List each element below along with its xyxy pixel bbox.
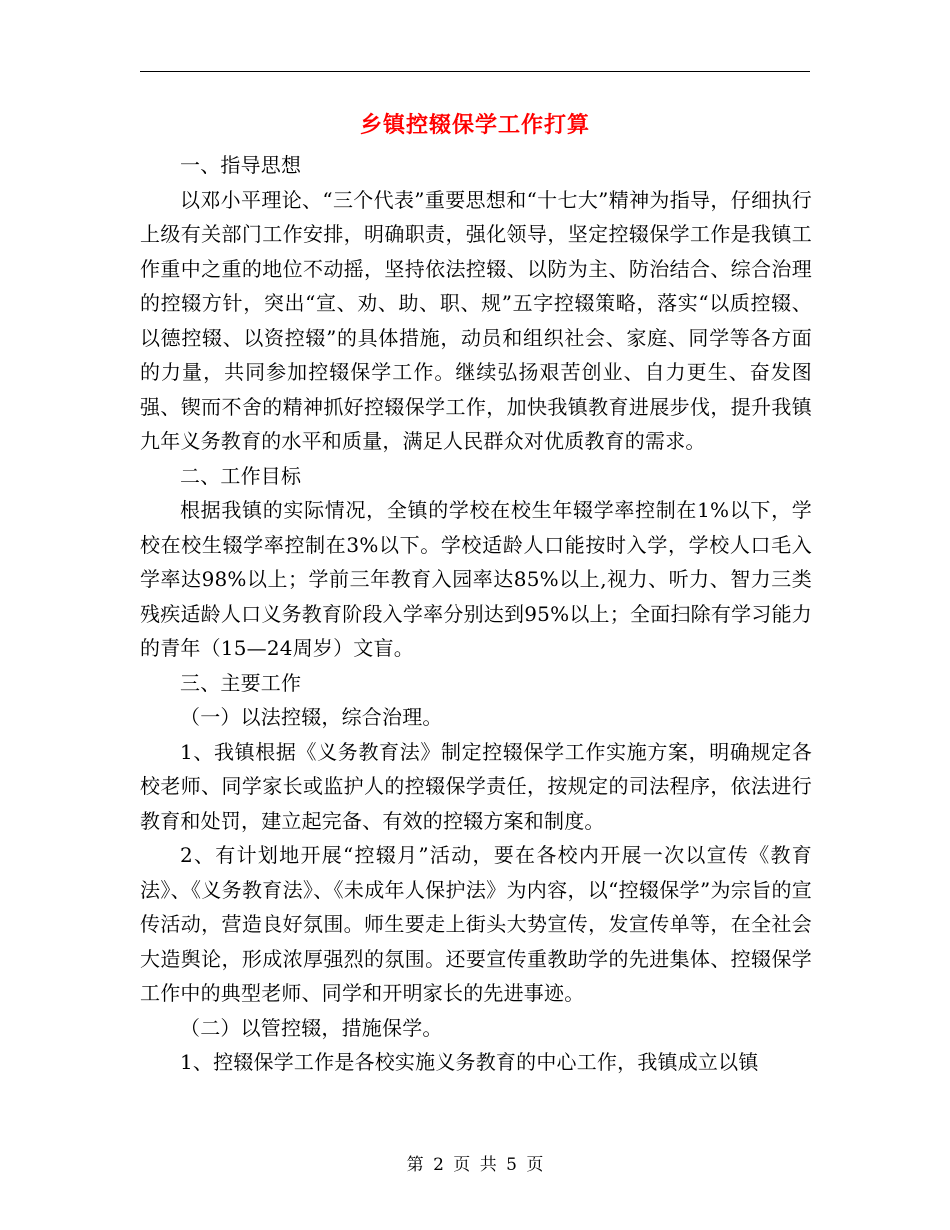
document-title: 乡镇控辍保学工作打算 <box>359 112 590 138</box>
paragraph-guiding-ideology: 以邓小平理论、“三个代表”重要思想和“十七大”精神为指导，仔细执行上级有关部门工作安排，明确职责，强化领导，坚定控辍保学工作是我镇工作重中之重的地位不动摇，坚持依法控辍、以防为主、防治结合、综合治理的控辍方针，突出“宣、劝、助、职、规”五字控辍策略，落实“以质控辍、以德控辍、以资控辍”的具体措施，动员和组织社会、家庭、同学等各方面的力量，共同参加控辍保学工作。继续弘扬艰苦创业、自力更生、奋发图强、锲而不舍的精神抓好控辍保学工作，加快我镇教育进展步伐，提升我镇九年义务教育的水平和质量，满足人民群众对优质教育的需求。 <box>140 187 812 453</box>
section-heading-guiding-ideology: 一、指导思想 <box>180 153 302 177</box>
subsection-heading-management-control: （二）以管控辍，措施保学。 <box>180 1015 443 1040</box>
paragraph-item-1-management: 1、控辍保学工作是各校实施义务教育的中心工作，我镇成立以镇 <box>180 1050 759 1074</box>
page-number-footer: 第 2 页 共 5 页 <box>406 1155 544 1175</box>
section-heading-main-work: 三、主要工作 <box>180 670 302 695</box>
header-rule <box>140 71 810 72</box>
paragraph-work-goals: 根据我镇的实际情况，全镇的学校在校生年辍学率控制在1%以下，学校在校生辍学率控制在3%以下。学校适龄人口能按时入学，学校人口毛入学率达98%以上；学前三年教育入园率达85%以上,视力、听力、智力三类残疾适龄人口义务教育阶段入学率分别达到95%以上；全面扫除有学习能力的青年（15—24周岁）文盲。 <box>140 498 812 660</box>
section-heading-work-goals: 二、工作目标 <box>180 463 302 488</box>
paragraph-item-2-campaign: 2、有计划地开展“控辍月”活动，要在各校内开展一次以宣传《教育法》、《义务教育法》、《未成年人保护法》为内容，以“控辍保学”为宗旨的宣传活动，营造良好氛围。师生要走上街头大势宣传，发宣传单等，在全社会大造舆论，形成浓厚强烈的氛围。还要宣传重教助学的先进集体、控辍保学工作中的典型老师、同学和开明家长的先进事迹。 <box>140 843 812 1005</box>
document-body <box>140 148 812 1080</box>
paragraph-item-1-law: 1、我镇根据《义务教育法》制定控辍保学工作实施方案，明确规定各校老师、同学家长或监护人的控辍保学责任，按规定的司法程序，依法进行教育和处罚，建立起完备、有效的控辍方案和制度。 <box>140 739 812 833</box>
subsection-heading-law-control: （一）以法控辍，综合治理。 <box>180 705 443 729</box>
